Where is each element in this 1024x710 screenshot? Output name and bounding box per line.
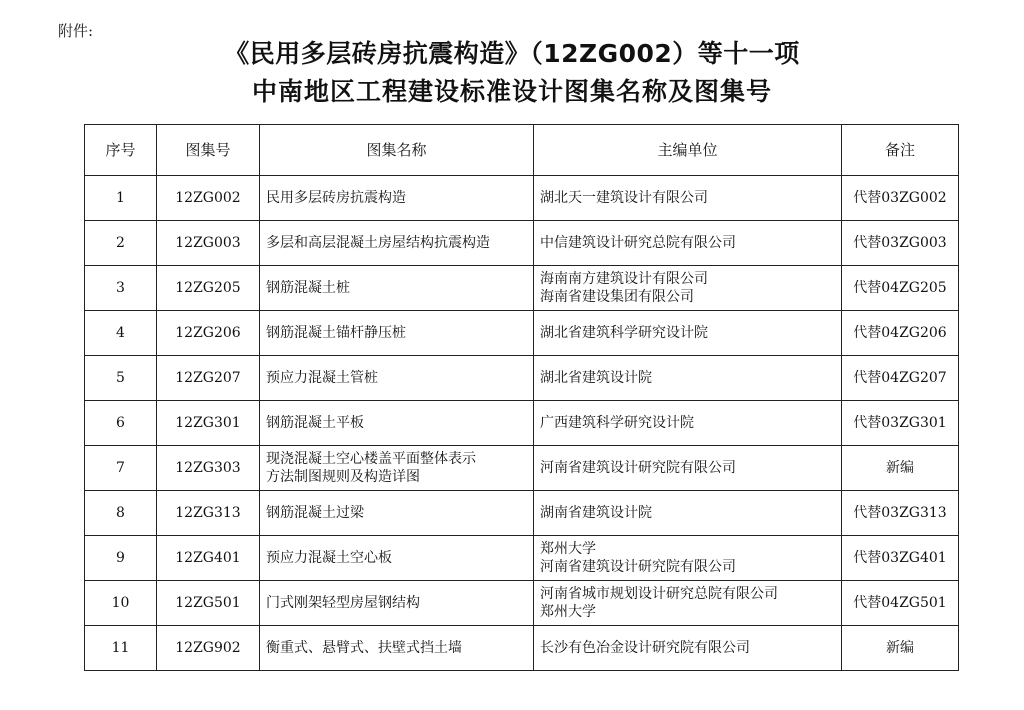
cell-name-line: 民用多层砖房抗震构造: [266, 190, 406, 206]
cell-name: [260, 311, 534, 356]
cell-seq: 7: [85, 446, 157, 491]
table-row: [85, 176, 959, 221]
cell-org: [534, 446, 842, 491]
cell-code: 12ZG902: [157, 626, 260, 671]
cell-seq: 5: [85, 356, 157, 401]
table-row: [85, 311, 959, 356]
cell-code: 12ZG303: [157, 446, 260, 491]
cell-name-line: 钢筋混凝土桩: [266, 280, 350, 296]
cell-name-line: 钢筋混凝土锚杆静压桩: [266, 325, 406, 341]
cell-seq: 3: [85, 266, 157, 311]
cell-name-line: 钢筋混凝土过梁: [266, 505, 364, 521]
cell-org-line: 湖北省建筑设计院: [540, 370, 652, 386]
cell-note: 代替03ZG401: [842, 536, 959, 581]
cell-name: [260, 491, 534, 536]
table-row: [85, 266, 959, 311]
cell-org: [534, 536, 842, 581]
cell-name: [260, 401, 534, 446]
cell-seq: 2: [85, 221, 157, 266]
cell-code: 12ZG205: [157, 266, 260, 311]
attachment-label: 附件:: [58, 22, 94, 40]
cell-org: [534, 626, 842, 671]
cell-name: [260, 581, 534, 626]
cell-seq: 11: [85, 626, 157, 671]
cell-note: 代替04ZG205: [842, 266, 959, 311]
table-row: [85, 491, 959, 536]
cell-code: 12ZG002: [157, 176, 260, 221]
header-org: 主编单位: [534, 125, 842, 176]
document-title-line-1: 《民用多层砖房抗震构造》（12ZG002）等十一项: [224, 39, 800, 68]
header-note: 备注: [842, 125, 959, 176]
cell-org-line: 长沙有色冶金设计研究院有限公司: [540, 640, 750, 656]
cell-seq: 9: [85, 536, 157, 581]
cell-org-line: 河南省城市规划设计研究总院有限公司: [540, 586, 778, 602]
cell-org-line: 郑州大学: [540, 604, 596, 620]
cell-name: [260, 176, 534, 221]
table-row: [85, 401, 959, 446]
cell-name-line: 门式刚架轻型房屋钢结构: [266, 595, 420, 611]
cell-name-line: 预应力混凝土空心板: [266, 550, 392, 566]
cell-org-line: 湖北省建筑科学研究设计院: [540, 325, 708, 341]
header-code: 图集号: [157, 125, 260, 176]
cell-name-line: 方法制图规则及构造详图: [266, 469, 420, 485]
table-row: [85, 581, 959, 626]
cell-org: [534, 356, 842, 401]
cell-name-line: 衡重式、悬臂式、扶壁式挡土墙: [266, 640, 462, 656]
header-seq: 序号: [85, 125, 157, 176]
header-name: 图集名称: [260, 125, 534, 176]
cell-name: [260, 356, 534, 401]
cell-org: [534, 581, 842, 626]
cell-org: [534, 311, 842, 356]
cell-name-line: 多层和高层混凝土房屋结构抗震构造: [266, 235, 490, 251]
cell-name: [260, 446, 534, 491]
cell-note: 代替04ZG207: [842, 356, 959, 401]
cell-code: 12ZG501: [157, 581, 260, 626]
cell-note: 代替03ZG002: [842, 176, 959, 221]
cell-name-line: 钢筋混凝土平板: [266, 415, 364, 431]
standards-table: [84, 124, 959, 671]
cell-code: 12ZG313: [157, 491, 260, 536]
cell-code: 12ZG206: [157, 311, 260, 356]
cell-seq: 10: [85, 581, 157, 626]
cell-org-line: 郑州大学: [540, 541, 596, 557]
cell-note: 代替03ZG313: [842, 491, 959, 536]
cell-org-line: 海南南方建筑设计有限公司: [540, 271, 708, 287]
cell-name-line: 现浇混凝土空心楼盖平面整体表示: [266, 451, 476, 467]
cell-note: 代替04ZG206: [842, 311, 959, 356]
cell-name: [260, 266, 534, 311]
cell-org: [534, 221, 842, 266]
cell-code: 12ZG207: [157, 356, 260, 401]
table-row: [85, 626, 959, 671]
cell-note: 新编: [842, 626, 959, 671]
cell-seq: 1: [85, 176, 157, 221]
cell-org-line: 河南省建筑设计研究院有限公司: [540, 460, 736, 476]
table-row: [85, 356, 959, 401]
cell-org-line: 广西建筑科学研究设计院: [540, 415, 694, 431]
cell-seq: 4: [85, 311, 157, 356]
cell-code: 12ZG301: [157, 401, 260, 446]
cell-org-line: 海南省建设集团有限公司: [540, 289, 694, 305]
cell-note: 代替03ZG003: [842, 221, 959, 266]
cell-note: 新编: [842, 446, 959, 491]
cell-seq: 8: [85, 491, 157, 536]
cell-code: 12ZG401: [157, 536, 260, 581]
table-row: [85, 446, 959, 491]
cell-seq: 6: [85, 401, 157, 446]
table-row: [85, 536, 959, 581]
cell-org-line: 河南省建筑设计研究院有限公司: [540, 559, 736, 575]
cell-org: [534, 401, 842, 446]
cell-org-line: 中信建筑设计研究总院有限公司: [540, 235, 736, 251]
cell-note: 代替04ZG501: [842, 581, 959, 626]
table-header-row: [85, 125, 959, 176]
cell-name: [260, 221, 534, 266]
cell-name: [260, 626, 534, 671]
document-title-line-2: 中南地区工程建设标准设计图集名称及图集号: [251, 77, 772, 106]
cell-name-line: 预应力混凝土管桩: [266, 370, 378, 386]
cell-org-line: 湖南省建筑设计院: [540, 505, 652, 521]
cell-org: [534, 491, 842, 536]
cell-org-line: 湖北天一建筑设计有限公司: [540, 190, 708, 206]
cell-org: [534, 176, 842, 221]
table-row: [85, 221, 959, 266]
cell-name: [260, 536, 534, 581]
cell-note: 代替03ZG301: [842, 401, 959, 446]
cell-code: 12ZG003: [157, 221, 260, 266]
cell-org: [534, 266, 842, 311]
